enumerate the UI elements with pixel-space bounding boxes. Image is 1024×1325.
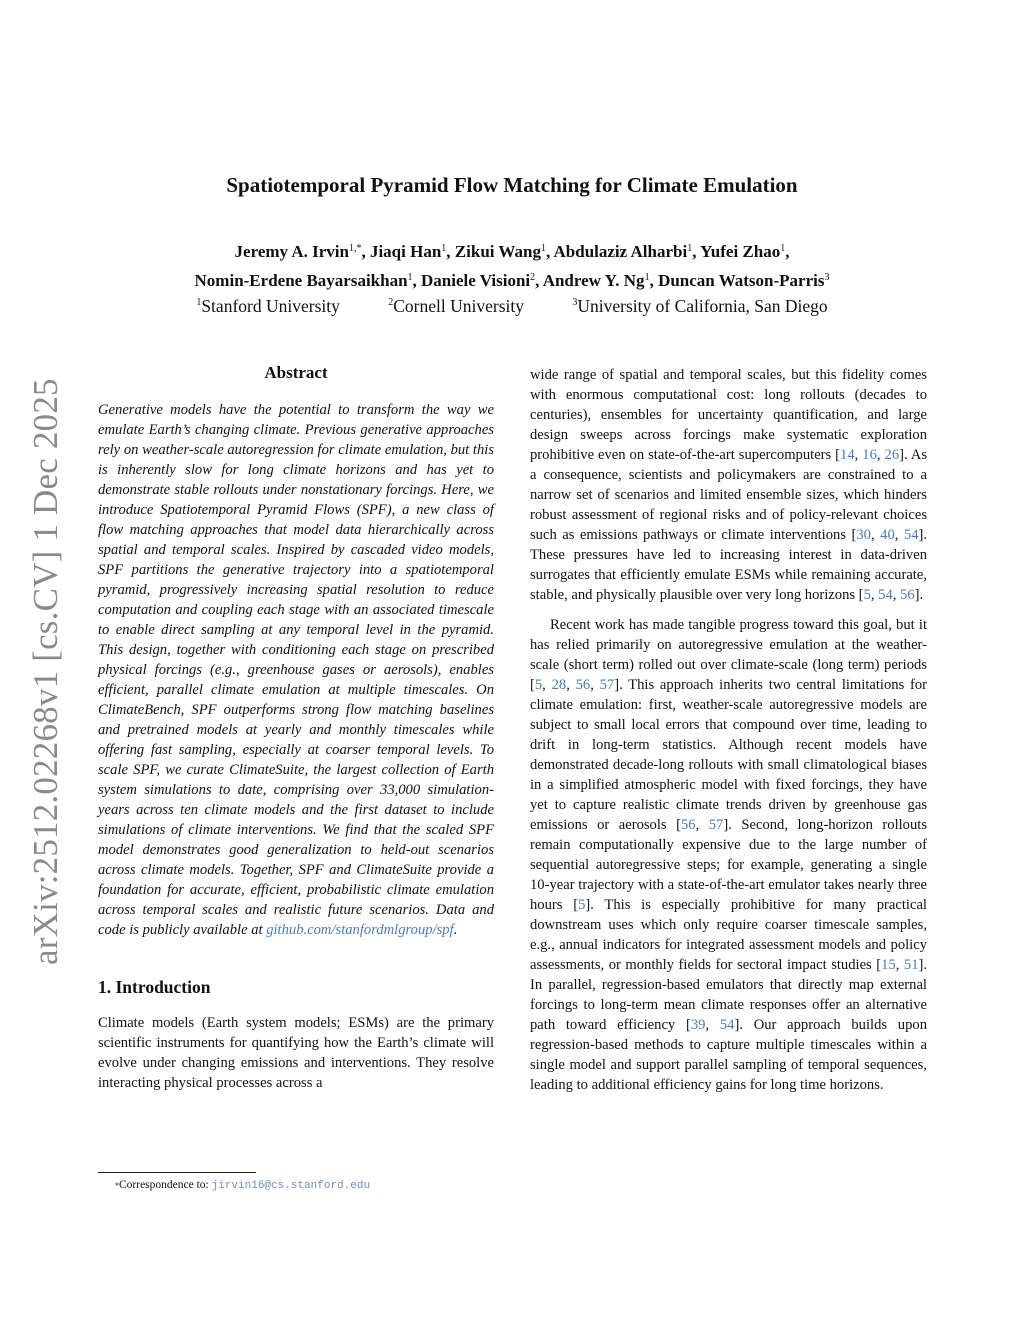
footnote: *Correspondence to: jirvin16@cs.stanford.edu (115, 1179, 371, 1192)
citation[interactable]: 54 (719, 1017, 735, 1033)
citation[interactable]: 14 (840, 447, 855, 463)
affiliation: $^2$Cornell University (388, 296, 524, 316)
author: Abdulaziz Alharbi (553, 242, 688, 261)
citation[interactable]: 15 (881, 957, 896, 973)
author: Nomin-Erdene Bayarsaikhan (194, 271, 408, 290)
citation[interactable]: 57 (599, 677, 615, 693)
intro-paragraph-2: Recent work has made tangible progress toward this goal, but it has relied primarily on autoregressive emulation at the weather-scale (short term) rolled out over climate-scale (long term) periods [5, 28, 56, 57]. This approach inherits two central limitations for climate emulation: first, weather-scale autoregressive models are subject to small local errors that compound over time, leading to drift in long-term statistics. Although recent models have demonstrated decade-long rollouts with small climatological biases in a simplified atmospheric model with fixed forcings, they have yet to capture realistic climate trends driven by greenhouse gas emissions or aerosols [56, 57]. Second, long-horizon rollouts remain computationally expensive due to the large number of sequential autoregressive steps; for example, generating a single 10-year trajectory with a state-of-the-art emulator takes nearly three hours [5]. This is especially prohibitive for many practical downstream uses which only require coarser timescale samples, e.g., annual indicators for integrated assessment models and policy assessments, or monthly fields for sectoral impact studies [15, 51]. In parallel, regression-based emulators that directly map external forcings to long-term mean climate responses offer an alternative path toward efficiency [39, 54]. Our approach builds upon regression-based methods to capture multiple timescales within a single model and support parallel sampling of temporal sequences, leading to additional efficiency gains for long time horizons. (530, 617, 928, 1093)
citation[interactable]: 5 (578, 897, 586, 913)
section-heading-introduction: 1. Introduction (98, 977, 211, 997)
author-list (0, 237, 1024, 295)
citation[interactable]: 56 (680, 817, 696, 833)
author: Daniele Visioni (421, 271, 531, 290)
author: Jeremy A. Irvin (234, 242, 349, 261)
citation[interactable]: 51 (903, 957, 919, 973)
citation[interactable]: 26 (884, 447, 900, 463)
affiliation: $^1$Stanford University (196, 296, 340, 316)
arxiv-identifier: arXiv:2512.02268v1 [cs.CV] 1 Dec 2025 (26, 378, 65, 965)
citation[interactable]: 56 (900, 587, 915, 603)
footnote-divider (98, 1172, 256, 1173)
author: Yufei Zhao (700, 242, 781, 261)
author: Andrew Y. Ng (542, 271, 645, 290)
citation[interactable]: 54 (878, 587, 893, 603)
code-link[interactable]: github.com/stanfordmlgroup/spf (266, 922, 454, 938)
affiliation-list (0, 293, 1024, 319)
abstract-body: Generative models have the potential to transform the way we emulate Earth’s changing climate. Previous generative approaches rely on weather-scale autoregression for climate emulation, but this is inherently slow for long climate horizons and has yet to demonstrate stable rollouts under nonstationary forcings. Here, we introduce Spatiotemporal Pyramid Flows (SPF), a new class of flow matching approaches that model data hierarchically across spatial and temporal scales. Inspired by cascaded video models, SPF partitions the generative trajectory into a spatiotemporal pyramid, progressively increasing spatial resolution to reduce computation and coupling each stage with an associated timescale to enable direct sampling at any temporal level in the pyramid. This design, together with conditioning each stage on prescribed physical forcings (e.g., greenhouse gases or aerosols), enables efficient, parallel climate emulation at multiple timescales. On ClimateBench, SPF outperforms strong flow matching baselines and pretrained models at yearly and monthly timescales while offering fast sampling, especially at coarser temporal levels. To scale SPF, we curate ClimateSuite, the largest collection of Earth system simulations to date, comprising over 33,000 simulation-years across ten climate models and the first dataset to include simulations of climate interventions. We find that the scaled SPF model demonstrates good generalization to held-out scenarios across climate models. Together, SPF and ClimateSuite provide a foundation for accurate, efficient, probabilistic climate emulation across temporal scales and realistic future scenarios. Data and code is publicly available at github.com/stanfordmlgroup/spf. (98, 402, 494, 938)
author-line-1: Jeremy A. Irvin$^{1,*}$, Jiaqi Han$^1$, Zikui Wang$^1$, Abdulaziz Alharbi$^1$, Yufei Zhao$^1$, (234, 242, 790, 261)
right-column (530, 365, 927, 1095)
citation[interactable]: 54 (903, 527, 919, 543)
citation[interactable]: 56 (575, 677, 591, 693)
citation[interactable]: 5 (863, 587, 871, 603)
citation[interactable]: 28 (551, 677, 567, 693)
citation[interactable]: 30 (856, 527, 871, 543)
citation[interactable]: 39 (690, 1017, 706, 1033)
intro-paragraph-start: Climate models (Earth system models; ESMs) are the primary scientific instruments for quantifying how the Earth’s climate will evolve under changing emissions and interventions. They resolve interacting physical processes across a (98, 1015, 494, 1091)
correspondence-email[interactable]: jirvin16@cs.stanford.edu (211, 1180, 371, 1192)
intro-paragraph-continued: wide range of spatial and temporal scales, but this fidelity comes with enormous computational cost: long rollouts (decades to centuries), ensembles for uncertainty quantification, and large design sweeps across forcings make systematic exploration prohibitive even on state-of-the-art supercomputers [14, 16, 26]. As a consequence, scientists and policymakers are constrained to a narrow set of scenarios and limited ensemble sizes, which hinders robust assessment of regional risks and of policy-relevant choices such as emissions pathways or climate interventions [30, 40, 54]. These pressures have led to increasing interest in data-driven surrogates that efficiently emulate ESMs while remaining accurate, stable, and physically plausible over very long horizons [5, 54, 56]. (530, 367, 928, 603)
left-column (98, 362, 494, 1093)
citation[interactable]: 16 (862, 447, 877, 463)
affiliation: $^3$University of California, San Diego (572, 296, 828, 316)
paper-title: Spatiotemporal Pyramid Flow Matching for Climate Emulation (226, 173, 798, 197)
citation[interactable]: 40 (880, 527, 895, 543)
abstract-heading: Abstract (264, 363, 328, 382)
author: Zikui Wang (454, 242, 541, 261)
citation[interactable]: 5 (534, 677, 543, 693)
author: Duncan Watson-Parris (658, 271, 825, 290)
citation[interactable]: 57 (708, 817, 724, 833)
author-line-2: Nomin-Erdene Bayarsaikhan$^1$, Daniele Visioni$^2$, Andrew Y. Ng$^1$, Duncan Watson-Parris$^3$ (194, 271, 830, 290)
author: Jiaqi Han (369, 242, 442, 261)
